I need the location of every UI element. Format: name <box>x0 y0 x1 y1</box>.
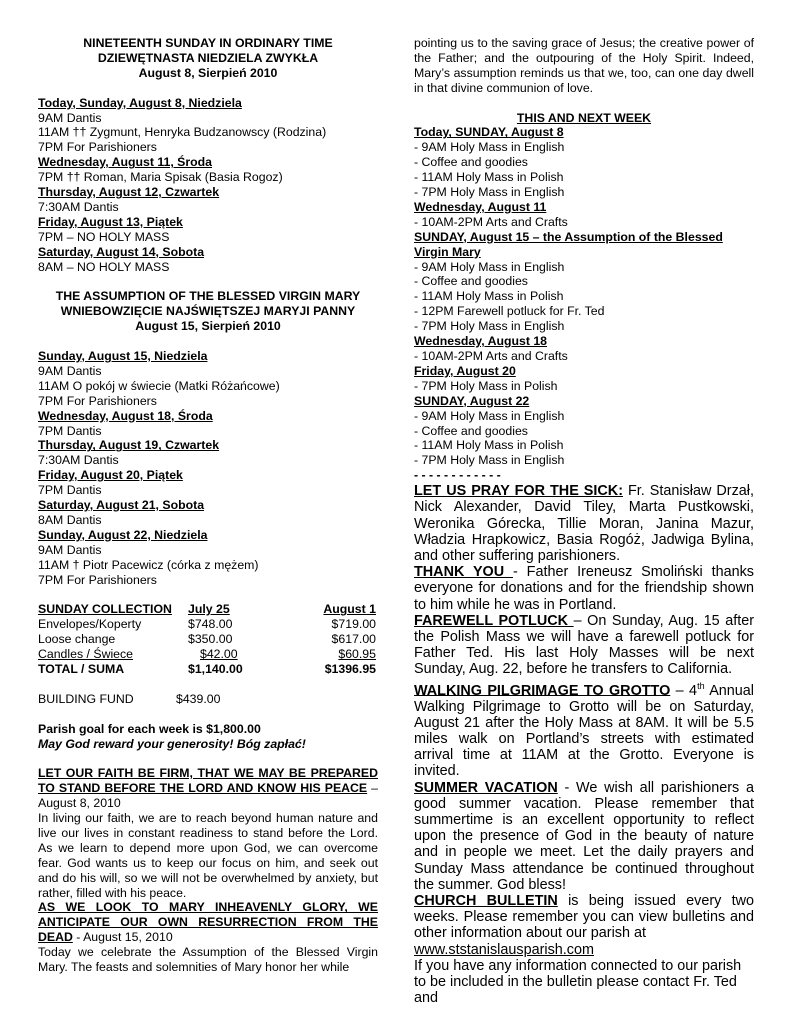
collection-col-july: July 25 <box>188 602 230 617</box>
reward-text: May God reward your generosity! Bóg zapłać! <box>38 736 306 751</box>
building-fund <box>38 692 378 707</box>
day-heading: Today, Sunday, August 8, Niedziela <box>38 95 242 110</box>
bulletin-title: CHURCH BULLETIN <box>414 893 558 910</box>
day-heading: Saturday, August 14, Sobota <box>38 244 205 259</box>
header-line: August 8, Sierpień 2010 <box>138 65 278 80</box>
header-line: DZIEWĘTNASTA NIEDZIELA ZWYKŁA <box>97 50 319 65</box>
day-heading: Friday, August 20, Piątek <box>38 468 183 483</box>
walk-body: Annual Walking Pilgrimage to Grotto will be on Saturday, August 21 after the Holy Mass at 8AM. It will be 5.5 miles walk on Portland’s streets with estimated arrival time at 11AM at the Grotto. Everyone is invited. <box>414 682 754 780</box>
header-line: THE ASSUMPTION OF THE BLESSED VIRGIN MARY <box>55 289 361 304</box>
row-value: $42.00 <box>200 647 238 662</box>
row-label: Loose change <box>38 632 116 647</box>
day-heading: Thursday, August 12, Czwartek <box>38 185 220 200</box>
day-heading: Saturday, August 21, Sobota <box>38 498 205 513</box>
mary-article <box>38 900 378 945</box>
thanks-title: THANK YOU <box>414 564 514 581</box>
list-item: - 7PM Holy Mass in English <box>414 453 565 468</box>
day-heading: Friday, August 13, Piątek <box>38 214 183 229</box>
day-heading: Wednesday, August 11, Środa <box>38 155 213 170</box>
row-value: $60.95 <box>338 647 376 662</box>
right-column <box>414 36 754 1006</box>
left-column <box>38 36 378 975</box>
announcements <box>414 483 754 1006</box>
row-label: Envelopes/Koperty <box>38 617 142 632</box>
thanks-paragraph <box>414 564 754 613</box>
list-item: - 10AM-2PM Arts and Crafts <box>414 349 568 364</box>
list-item: - 11AM Holy Mass in Polish <box>414 289 564 304</box>
list-item: 7PM †† Roman, Maria Spisak (Basia Rogoz) <box>38 170 283 185</box>
parish-goal: Parish goal for each week is $1,800.00 <box>38 721 261 736</box>
list-item: 9AM Dantis <box>38 110 102 125</box>
list-item: - Coffee and goodies <box>414 274 528 289</box>
header-line: WNIEBOWZIĘCIE NAJŚWIĘTSZEJ MARYJI PANNY <box>60 304 356 319</box>
week-title: THIS AND NEXT WEEK <box>516 110 652 125</box>
list-item: - 11AM Holy Mass in Polish <box>414 170 564 185</box>
parish-url[interactable] <box>414 942 754 958</box>
list-item: 7PM For Parishioners <box>38 572 157 587</box>
list-item: 8AM Dantis <box>38 512 102 527</box>
walk-sup: th <box>697 680 705 691</box>
list-item: 7PM For Parishioners <box>38 140 157 155</box>
collection-header-row <box>38 602 376 617</box>
row-value: $748.00 <box>188 617 233 632</box>
faith-body: In living our faith, we are to reach beyond human nature and live our lives in constant readiness to stand before the Lord. As we learn to depend more upon God, we can overcome fear. God wants us to keep our focus on him, and seek out and do his will, so we will not be overwhelmed by anxiety, but rather, filled with his peace. <box>38 811 378 900</box>
summer-body: - We wish all parishioners a good summer vacation. Please remember that summertime is an excellent opportunity to reflect upon the presence of God in the beauty of nature and in people we meet. Let the daily prayers and Sunday Mass attendance be continued throughout the summer. God bless! <box>414 779 755 893</box>
list-item: 8AM – NO HOLY MASS <box>38 259 170 274</box>
total-value: $1396.95 <box>324 662 376 676</box>
list-item: 9AM Dantis <box>38 542 102 557</box>
bulletin-body: is being issued every two weeks. Please remember you can view bulletins and other information about our parish at <box>414 893 755 942</box>
table-row <box>38 647 376 662</box>
list-item: 7PM – NO HOLY MASS <box>38 229 170 244</box>
list-item: - 7PM Holy Mass in Polish <box>414 378 558 393</box>
row-value: $617.00 <box>331 632 376 647</box>
list-item: 7PM Dantis <box>38 483 102 498</box>
list-item: 11AM O pokój w świecie (Matki Różańcowe) <box>38 378 280 393</box>
day-heading: Wednesday, August 18 <box>414 334 548 349</box>
list-item: - Coffee and goodies <box>414 423 528 438</box>
list-item: - 7PM Holy Mass in English <box>414 319 565 334</box>
assumption-header <box>38 289 378 334</box>
sick-title: LET US PRAY FOR THE SICK: <box>414 483 623 500</box>
header-line: August 15, Sierpień 2010 <box>135 319 281 334</box>
row-label: Candles / Świece <box>38 647 134 662</box>
list-item: 7PM For Parishioners <box>38 393 157 408</box>
mary-date: - August 15, 2010 <box>72 930 173 945</box>
day-heading: Friday, August 20 <box>414 363 516 378</box>
day-heading: Wednesday, August 18, Środa <box>38 408 213 423</box>
bulletin-paragraph <box>414 893 754 942</box>
day-heading: Today, SUNDAY, August 8 <box>414 125 564 140</box>
mass-schedule-week1 <box>38 96 378 275</box>
list-item: 7:30AM Dantis <box>38 199 119 214</box>
row-value: $350.00 <box>188 632 233 647</box>
walk-title: WALKING PILGRIMAGE TO GROTTO <box>414 682 671 699</box>
list-item: - - - - - - - - - - - - <box>414 468 501 483</box>
list-item: - 10AM-2PM Arts and Crafts <box>414 214 568 229</box>
walk-pre: – 4 <box>670 682 698 699</box>
list-item: - 12PM Farewell potluck for Fr. Ted <box>414 304 605 319</box>
list-item: - 11AM Holy Mass in Polish <box>414 438 564 453</box>
list-item: 11AM †† Zygmunt, Henryka Budzanowscy (Rodzina) <box>38 125 327 140</box>
walk-paragraph <box>414 678 754 780</box>
day-heading: Thursday, August 19, Czwartek <box>38 438 220 453</box>
faith-title: LET OUR FAITH BE FIRM, THAT WE MAY BE PREPARED TO STAND BEFORE THE LORD AND KNOW HIS PEACE <box>38 766 378 796</box>
list-item: 7:30AM Dantis <box>38 453 119 468</box>
day-heading: SUNDAY, August 22 <box>414 393 530 408</box>
day-heading: Wednesday, August 11 <box>414 199 547 214</box>
collection-col-august: August 1 <box>323 602 376 617</box>
farewell-title: FAREWELL POTLUCK <box>414 612 574 629</box>
list-item: - 9AM Holy Mass in English <box>414 259 565 274</box>
day-heading: Virgin Mary <box>414 244 481 259</box>
total-row <box>38 662 376 677</box>
faith-date: – August 8, 2010 <box>38 781 378 811</box>
sick-paragraph <box>414 483 754 564</box>
summer-paragraph <box>414 780 754 893</box>
contact-paragraph: If you have any information connected to our parish to be included in the bulletin please contact Fr. Ted and <box>414 957 742 1007</box>
list-item: - Coffee and goodies <box>414 155 528 170</box>
summer-title: SUMMER VACATION <box>414 779 558 796</box>
header-line: NINETEENTH SUNDAY IN ORDINARY TIME <box>83 36 333 50</box>
parish-url-link[interactable]: www.ststanislausparish.com <box>414 941 594 958</box>
mary-body: Today we celebrate the Assumption of the Blessed Virgin Mary. The feasts and solemnities of Mary honor her while <box>38 945 378 975</box>
list-item: 7PM Dantis <box>38 423 102 438</box>
building-fund-value: $439.00 <box>176 691 221 706</box>
mary-body-continued: pointing us to the saving grace of Jesus; the creative power of the Father; and the outpouring of the Holy Spirit. Indeed, Mary’s assumption reminds us that we, too, can one day dwell in that divine communion of love. <box>414 36 754 95</box>
farewell-paragraph <box>414 613 754 678</box>
faith-article <box>38 766 378 811</box>
table-row <box>38 617 376 632</box>
total-label: TOTAL / SUMA <box>38 662 125 676</box>
mary-title: AS WE LOOK TO MARY INHEAVENLY GLORY, WE ANTICIPATE OUR OWN RESURRECTION FROM THE DEAD <box>38 900 378 945</box>
list-item: - 9AM Holy Mass in English <box>414 140 565 155</box>
mass-schedule-week2 <box>38 349 378 588</box>
day-heading: Sunday, August 15, Niedziela <box>38 348 208 363</box>
collection-header: SUNDAY COLLECTION <box>38 602 172 617</box>
day-heading: Sunday, August 22, Niedziela <box>38 527 208 542</box>
day-heading: SUNDAY, August 15 – the Assumption of the Blessed <box>414 229 723 244</box>
table-row <box>38 632 376 647</box>
building-fund-label: BUILDING FUND <box>38 691 134 706</box>
list-item: - 9AM Holy Mass in English <box>414 408 565 423</box>
list-item: 9AM Dantis <box>38 363 102 378</box>
farewell-body: – On Sunday, Aug. 15 after the Polish Mass we will have a farewell potluck for Father Ted. His last Holy Masses will be next Sunday, Aug. 22, before he transfers to California. <box>414 612 754 678</box>
list-item: 11AM † Piotr Pacewicz (córka z mężem) <box>38 557 259 572</box>
sick-body: Fr. Stanisław Drzał, Nick Alexander, David Tiley, Marta Pustkowski, Weronika Górecka, Tillie Moran, Janina Mazur, Władzia Hrapkowicz, Basia Rogóż, Jadwiga Bylina, and other suffering parishioners. <box>414 483 754 564</box>
total-value: $1,140.00 <box>188 662 243 676</box>
week-schedule <box>414 125 754 483</box>
thanks-body: - Father Ireneusz Smoliński thanks everyone for donations and for the friendship shown to him while he was in Portland. <box>414 564 755 613</box>
list-item: - 7PM Holy Mass in English <box>414 185 565 200</box>
sunday-header <box>38 36 378 81</box>
collection-table <box>38 602 376 677</box>
row-value: $719.00 <box>331 617 376 632</box>
